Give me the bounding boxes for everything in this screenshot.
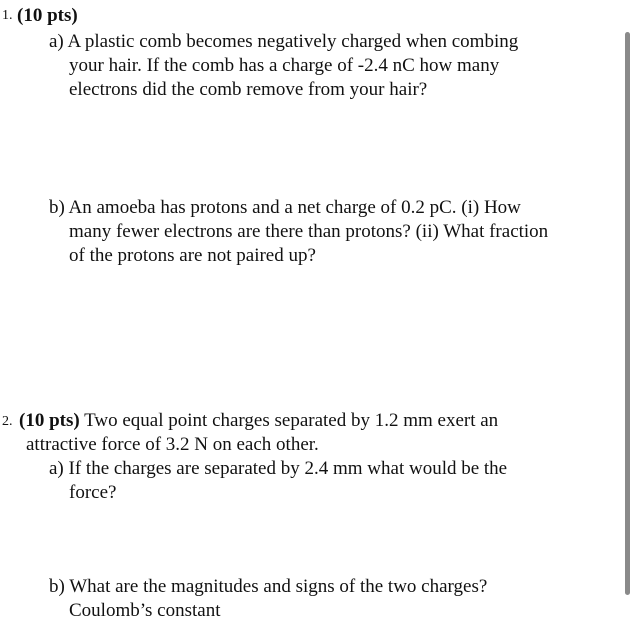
question-2a bbox=[49, 457, 507, 505]
question-1a bbox=[49, 30, 518, 102]
question-1-points: (10 pts) bbox=[17, 5, 78, 26]
question-1-number: 1. bbox=[2, 8, 13, 23]
question-1a-line-2: your hair. If the comb has a charge of -2.4 nC how many bbox=[69, 55, 500, 76]
question-2-intro-line-1 bbox=[19, 409, 498, 433]
vertical-scrollbar[interactable] bbox=[625, 32, 630, 595]
question-2-intro bbox=[19, 409, 498, 457]
question-1a-line-3: electrons did the comb remove from your hair? bbox=[69, 79, 428, 100]
question-2a-line-1: a) If the charges are separated by 2.4 mm what would be the bbox=[49, 458, 508, 479]
question-2b-line-2: Coulomb’s constant bbox=[69, 600, 221, 621]
question-1b bbox=[49, 196, 548, 268]
question-2a-line-2: force? bbox=[69, 482, 117, 503]
question-2b-line-1: b) What are the magnitudes and signs of the two charges? bbox=[49, 576, 488, 597]
question-1b-line-1: b) An amoeba has protons and a net charge of 0.2 pC. (i) How bbox=[49, 197, 521, 218]
question-1b-line-2: many fewer electrons are there than protons? (ii) What fraction bbox=[69, 221, 549, 242]
question-2-points: (10 pts) bbox=[19, 410, 80, 431]
question-2-intro-line-2: attractive force of 3.2 N on each other. bbox=[26, 434, 319, 455]
question-2b bbox=[49, 575, 487, 623]
question-2-number: 2. bbox=[2, 414, 13, 429]
question-2-intro-text: Two equal point charges separated by 1.2 mm exert an bbox=[79, 410, 499, 431]
question-1a-line-1: a) A plastic comb becomes negatively charged when combing bbox=[49, 31, 519, 52]
question-1b-line-3: of the protons are not paired up? bbox=[69, 245, 316, 266]
